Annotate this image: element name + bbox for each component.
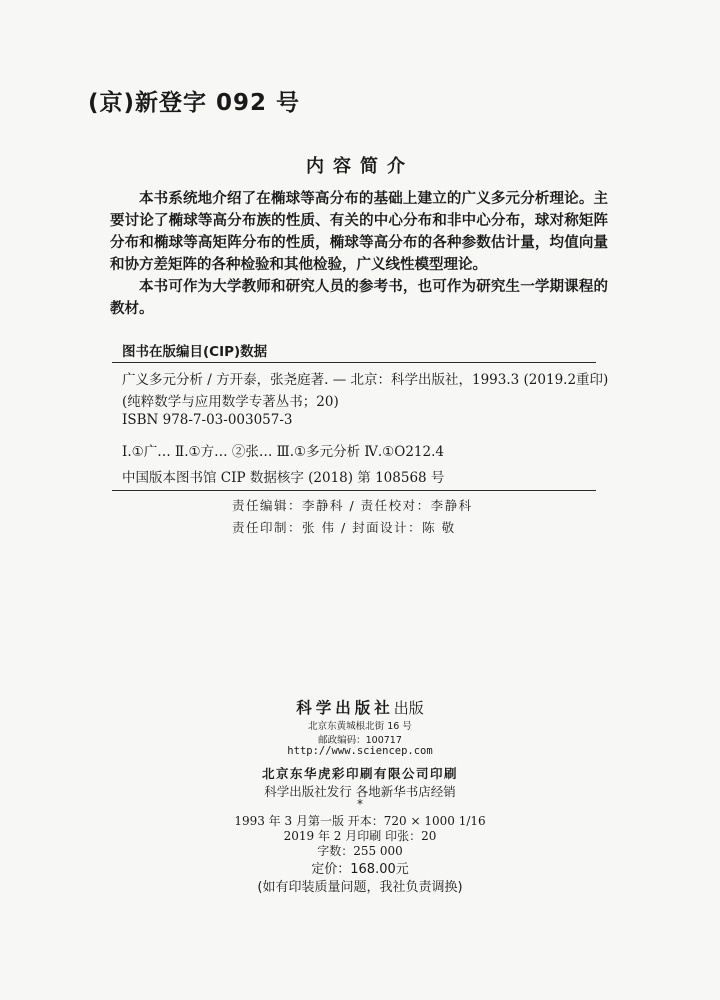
responsibility-production: 责任印制：张 伟 / 封面设计：陈 敬 (232, 520, 456, 535)
separator-star: * (357, 797, 363, 811)
publisher-name: 科学出版社 (296, 698, 394, 717)
publisher-address: 北京东黄城根北街 16 号 (308, 721, 412, 732)
distribution: 科学出版社发行 各地新华书店经销 (264, 784, 456, 799)
cip-number: 中国版本图书馆 CIP 数据核字 (2018) 第 108568 号 (122, 470, 445, 486)
word-count: 字数：255 000 (317, 844, 403, 858)
publisher-postcode: 邮政编码：100717 (318, 735, 402, 746)
cip-top-rule (112, 362, 596, 363)
printer: 北京东华虎彩印刷有限公司印刷 (261, 766, 458, 781)
introduction-paragraph: 本书可作为大学教师和研究人员的参考书，也可作为研究生一学期课程的教材。 (110, 279, 608, 317)
cip-bibliographic: 广义多元分析 / 方开泰，张尧庭著. — 北京：科学出版社，1993.3 (2019.2重印) (122, 372, 609, 388)
price: 定价：168.00元 (311, 862, 409, 877)
introduction-paragraph: 本书系统地介绍了在椭球等高分布的基础上建立的广义多元分析理论。主要讨论了椭球等高分布族的性质、有关的中心分布和非中心分布，球对称矩阵分布和椭球等高矩阵分布的性质，椭球等高分布的各种参数估计量，均值向量和协方差矩阵的各种检验和其他检验，广义线性模型理论。 (110, 191, 608, 273)
edition-line: 1993 年 3 月第一版 开本：720 × 1000 1/16 (234, 814, 486, 828)
responsibility-editors: 责任编辑：李静科 / 责任校对：李静科 (232, 498, 473, 513)
cip-isbn: ISBN 978-7-03-003057-3 (122, 412, 293, 428)
introduction-body (110, 188, 608, 320)
publisher-suffix: 出版 (393, 699, 424, 717)
publisher-line (0, 696, 720, 718)
introduction-title: 内容简介 (306, 156, 414, 177)
cip-classification: Ⅰ.①广… Ⅱ.①方… ②张… Ⅲ.①多元分析 Ⅳ.①O212.4 (122, 444, 444, 460)
cip-bottom-rule (112, 490, 596, 491)
cip-series: (纯粹数学与应用数学专著丛书；20) (122, 394, 339, 410)
quality-notice: (如有印装质量问题，我社负责调换) (257, 880, 463, 895)
cip-heading: 图书在版编目(CIP)数据 (122, 344, 268, 360)
printing-line: 2019 年 2 月印刷 印张：20 (283, 829, 437, 843)
publisher-url: http://www.sciencep.com (287, 745, 433, 757)
registration-number: (京)新登字 092 号 (88, 90, 301, 116)
